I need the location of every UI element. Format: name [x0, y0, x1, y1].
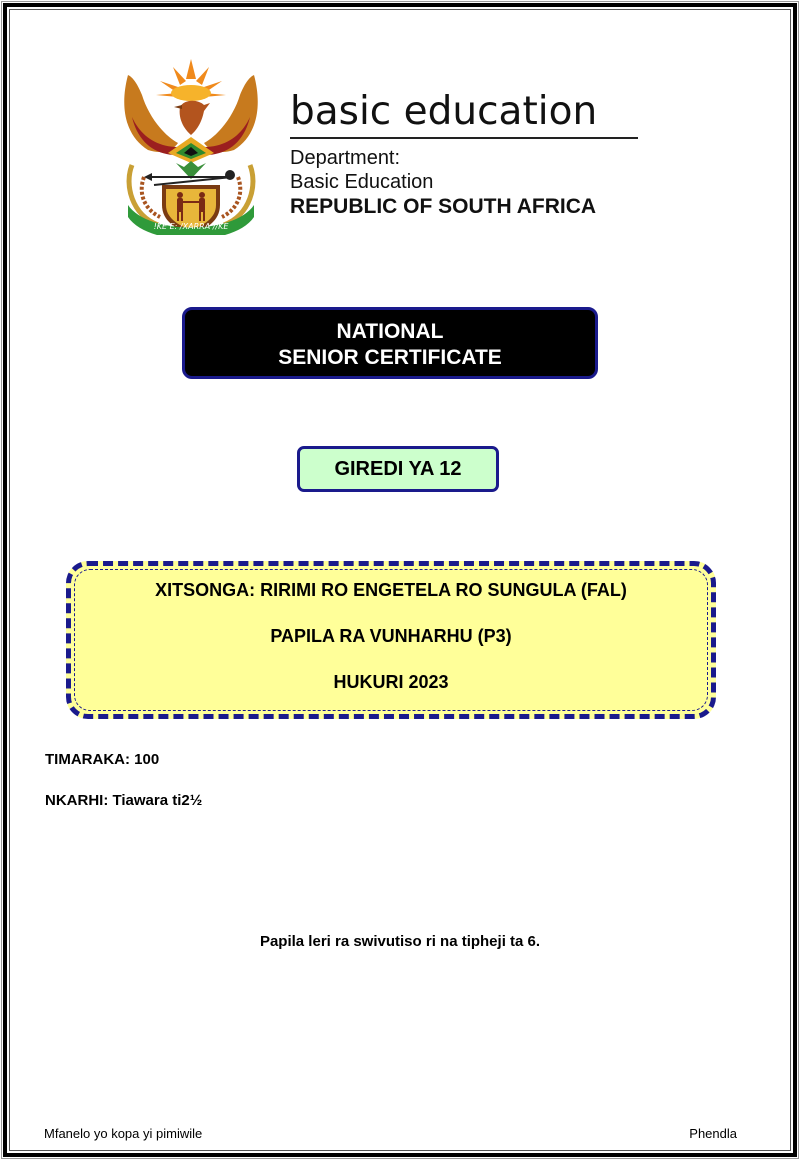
- page-count-note: Papila leri ra swivutiso ri na tipheji ta 6.: [259, 933, 541, 950]
- subject-paper: PAPILA RA VUNHARHU (P3): [270, 626, 512, 646]
- time-info: NKARHI: Tiawara ti2½: [45, 792, 203, 809]
- department-name: Basic Education: [290, 171, 434, 193]
- department-label: Department:: [290, 147, 401, 169]
- country-name: REPUBLIC OF SOUTH AFRICA: [290, 195, 597, 218]
- coat-of-arms-icon: [118, 55, 264, 235]
- certificate-banner: [182, 307, 598, 379]
- marks-info: TIMARAKA: 100: [45, 751, 160, 768]
- grade-badge: GIREDI YA 12: [297, 446, 499, 492]
- subject-session: HUKURI 2023: [333, 672, 449, 692]
- brand-title: basic education: [290, 89, 598, 134]
- department-branding: [290, 88, 640, 220]
- certificate-line-2: SENIOR CERTIFICATE: [278, 346, 502, 369]
- motto-text: !KE E: /XARRA //KE: [153, 222, 229, 231]
- certificate-line-1: NATIONAL: [336, 320, 444, 343]
- brand-divider: [290, 137, 638, 139]
- subject-language: XITSONGA: RIRIMI RO ENGETELA RO SUNGULA (FAL): [155, 580, 627, 600]
- copyright-notice: Mfanelo yo kopa yi pimiwile: [44, 1126, 203, 1141]
- subject-panel: [66, 561, 716, 719]
- turn-over-label: Phendla: [689, 1126, 737, 1141]
